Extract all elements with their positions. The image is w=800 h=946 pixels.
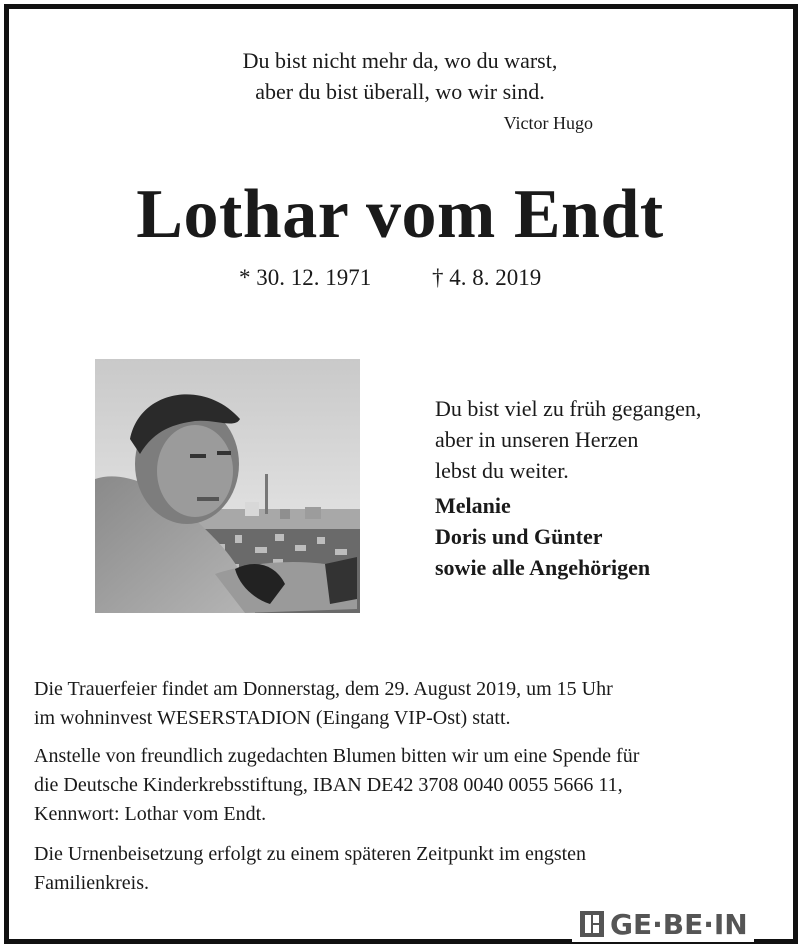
gebein-logo-icon: [578, 909, 606, 939]
donation-line-3: Kennwort: Lothar vom Endt.: [34, 803, 267, 825]
quote-author: Victor Hugo: [503, 113, 593, 133]
gebein-logo: [572, 906, 754, 942]
quote-line-2: aber du bist überall, wo wir sind.: [255, 79, 545, 104]
gebein-logo-text: GE·BE·IN: [610, 907, 748, 941]
mourner-line-3: sowie alle Angehörigen: [435, 555, 651, 580]
donation-line-2: die Deutsche Kinderkrebsstiftung, IBAN DE42 3708 0040 0055 5666 11,: [34, 774, 623, 796]
ceremony-line-1: Die Trauerfeier findet am Donnerstag, dem 29. August 2019, um 15 Uhr: [34, 678, 613, 700]
mourner-line-2: Doris und Günter: [435, 524, 603, 549]
mourner-line-1: Melanie: [435, 493, 511, 518]
verse-line-3: lebst du weiter.: [435, 458, 569, 483]
verse-line-2: aber in unseren Herzen: [435, 427, 639, 452]
portrait-photo: [95, 359, 360, 613]
deceased-name: Lothar vom Endt: [136, 176, 664, 253]
donation-line-1: Anstelle von freundlich zugedachten Blumen bitten wir um eine Spende für: [34, 745, 640, 767]
burial-line-1: Die Urnenbeisetzung erfolgt zu einem späteren Zeitpunkt im engsten: [34, 843, 587, 865]
quote-line-1: Du bist nicht mehr da, wo du warst,: [242, 48, 558, 73]
birth-date: * 30. 12. 1971: [239, 265, 372, 290]
ceremony-line-2: im wohninvest WESERSTADION (Eingang VIP-Ost) statt.: [34, 707, 511, 729]
burial-line-2: Familienkreis.: [34, 872, 149, 894]
death-date: † 4. 8. 2019: [432, 265, 542, 290]
verse-line-1: Du bist viel zu früh gegangen,: [435, 396, 702, 421]
